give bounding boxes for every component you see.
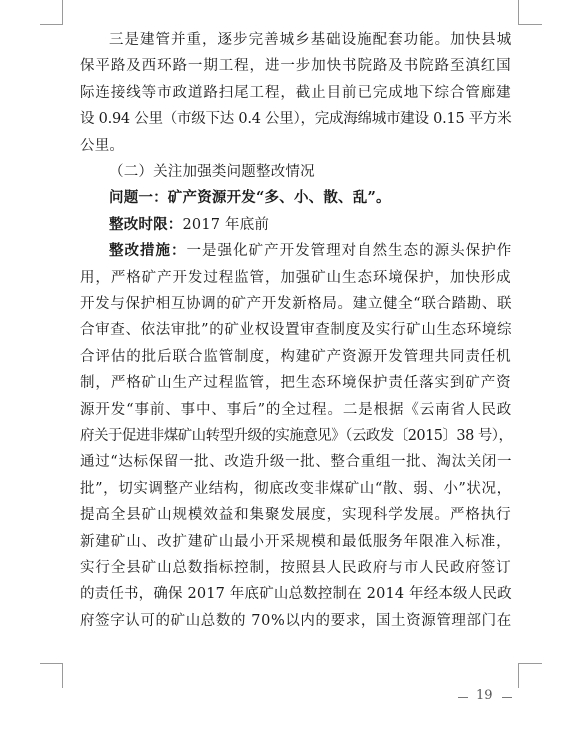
crop-mark-bottom-left-h xyxy=(40,663,63,664)
crop-mark-bottom-right xyxy=(518,663,519,688)
crop-mark-top-right xyxy=(518,0,519,24)
text-line xyxy=(80,320,512,340)
text-line xyxy=(80,452,512,472)
text-line-content: 2017 年底前 xyxy=(182,216,270,233)
crop-mark-top-right-h xyxy=(518,24,542,25)
text-line xyxy=(80,400,512,420)
crop-mark-top-left xyxy=(62,0,63,24)
text-line xyxy=(80,505,512,525)
text-line xyxy=(80,373,512,393)
text-line xyxy=(80,56,512,76)
text-line xyxy=(80,611,512,631)
text-line-content: 新建矿山、改扩建矿山最小开采规模和最低服务年限准入标准， xyxy=(80,533,512,550)
text-line-content: 实行全县矿山总数指标控制，按照县人民政府与市人民政府签订 xyxy=(80,560,512,576)
text-line-content: 源开发“事前、事中、事后”的全过程。二是根据《云南省人民政 xyxy=(80,401,513,418)
text-line-content: 公里。 xyxy=(80,137,125,154)
crop-mark-top-left-h xyxy=(40,24,63,25)
text-line xyxy=(80,136,124,156)
text-line xyxy=(109,241,512,261)
text-line-content: （二）关注加强类问题整改情况 xyxy=(109,164,315,180)
text-line-content: 问题一：矿产资源开发“多、小、散、乱”。 xyxy=(109,189,391,207)
text-line xyxy=(80,558,512,578)
text-line xyxy=(80,83,512,103)
crop-mark-bottom-left xyxy=(62,663,63,688)
text-line-content: 合评估的批后联合监管制度，构建矿产资源开发管理共同责任机 xyxy=(80,348,512,365)
text-line-content: 合审查、依法审批”的矿业权设置审查制度及实行矿山生态环境综 xyxy=(80,322,513,339)
text-line xyxy=(109,30,512,50)
text-line-content: 保平路及西环路一期工程，进一步加快书院路及书院路至滇红国 xyxy=(80,58,512,75)
text-line-content: 三是建管并重，逐步完善城乡基础设施配套功能。加快县城 xyxy=(109,32,513,48)
text-line xyxy=(80,109,512,129)
text-line xyxy=(109,188,391,208)
footer-dash-right xyxy=(502,697,512,698)
text-line-content: 府关于促进非煤矿山转型升级的实施意见》（云政发〔2015〕38 号）， xyxy=(80,428,513,444)
text-line xyxy=(80,584,512,604)
text-line-content: 开发与保护相互协调的矿产开发新格局。建立健全“联合踏勘、联 xyxy=(80,296,513,312)
text-line xyxy=(109,162,315,182)
text-line xyxy=(80,532,512,552)
page-footer xyxy=(458,688,518,708)
text-line xyxy=(80,347,512,367)
text-line-content: 制，严格矿山生产过程监管，把生态环境保护责任落实到矿产资 xyxy=(80,375,512,392)
text-line-content: 的责任书，确保 2017 年底矿山总数控制在 2014 年经本级人民政 xyxy=(80,586,512,603)
text-line xyxy=(80,268,512,288)
text-line xyxy=(80,426,512,446)
text-line-content: 府签字认可的矿山总数的 70%以内的要求，国土资源管理部门在 xyxy=(80,612,512,629)
text-line xyxy=(80,479,512,499)
crop-mark-bottom-right-h xyxy=(518,663,542,664)
text-line xyxy=(109,215,269,235)
text-line-content: 提高全县矿山规模效益和集聚发展度，实现科学发展。严格执行 xyxy=(80,507,512,524)
text-line xyxy=(80,294,512,314)
footer-dash-left xyxy=(458,697,468,698)
page-number: 19 xyxy=(476,688,493,703)
text-line-content: 批”，切实调整产业结构，彻底改变非煤矿山“散、弱、小”状况， xyxy=(80,480,512,497)
text-line-content: 际连接线等市政道路扫尾工程，截止目前已完成地下综合管廊建 xyxy=(80,84,512,101)
text-line-content: 通过“达标保留一批、改造升级一批、整合重组一批、淘汰关闭一 xyxy=(80,454,513,471)
text-line-label: 整改时限： xyxy=(109,215,183,233)
text-line-content: 一是强化矿产开发管理对自然生态的源头保护作 xyxy=(186,243,513,260)
text-line-content: 用，严格矿产开发过程监管，加强矿山生态环境保护，加快形成 xyxy=(80,269,512,286)
text-line-label: 整改措施： xyxy=(109,242,187,260)
text-line-content: 设 0.94 公里（市级下达 0.4 公里），完成海绵城市建设 0.15 平方米 xyxy=(80,111,512,128)
